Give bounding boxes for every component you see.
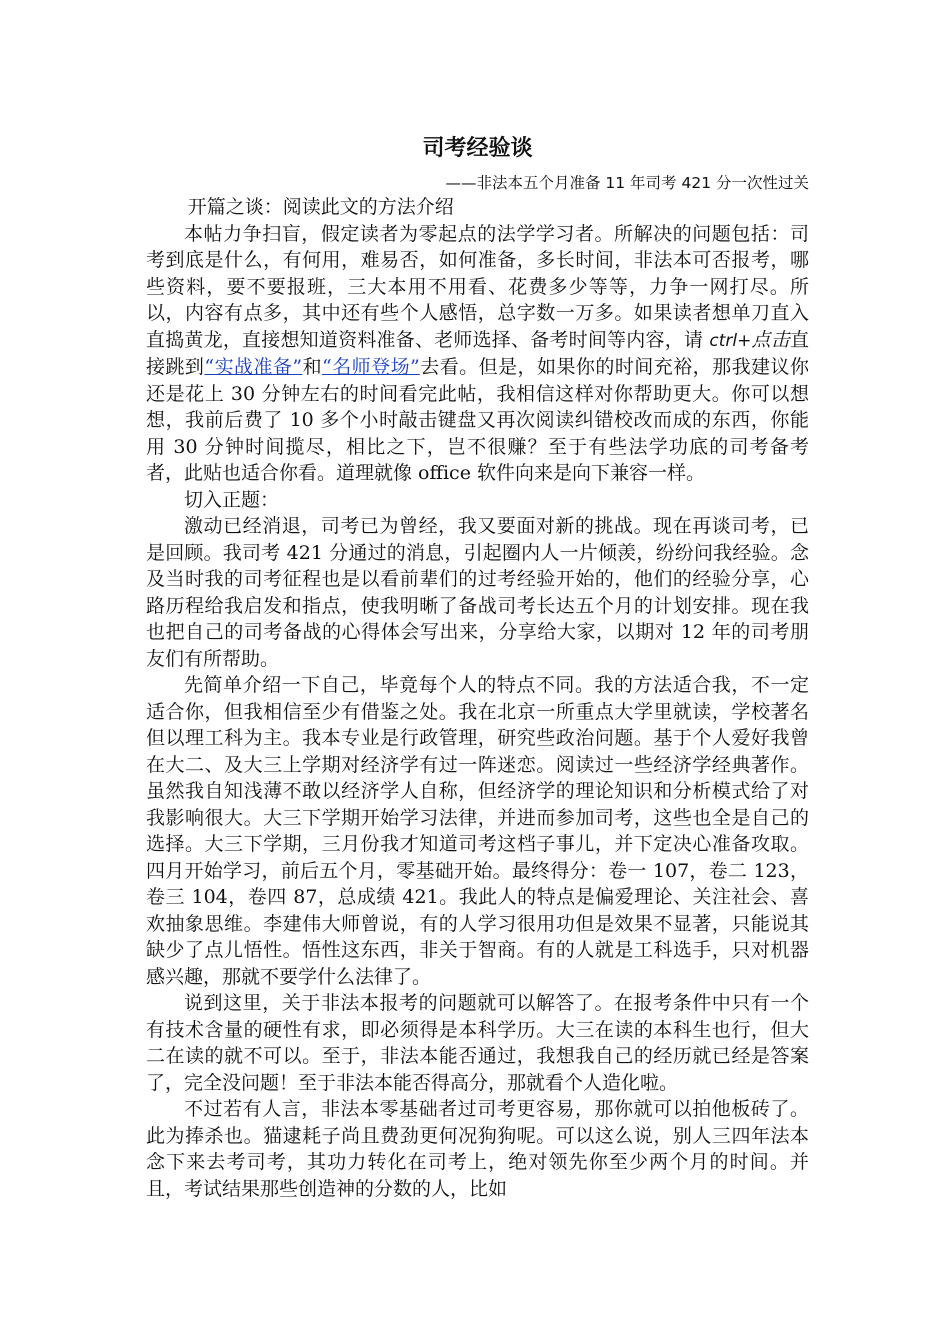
document-page: [146, 128, 809, 1202]
ctrl-key-text: ctrl+: [709, 330, 752, 351]
paragraph-non-law-eligibility: 说到这里，关于非法本报考的问题就可以解答了。在报考条件中只有一个有技术含量的硬性有求，即必须得是本科学历。大三在读的本科生也行，但大二在读的就不可以。至于，非法本能否通过，我想我自己的经历就已经是答案了，完全没问题！至于非法本能否得高分，那就看个人造化啦。: [146, 992, 809, 1094]
document-title: 司考经验谈: [422, 135, 533, 161]
paragraph-intro-and: 和: [302, 356, 323, 378]
paragraph-intro-text-a: 本帖力争扫盲，假定读者为零起点的法学学习者。所解决的问题包括：司考到底是什么，有何用，难易否，如何准备，多长时间，非法本可否报考，哪些资料，要不要报班，三大本用不用看、花费多少等等，力争一网打尽。所以，内容有点多，其中还有些个人感悟，总字数一万多。如果读者想单刀直入直捣黄龙，直接想知道资料准备、老师选择、备考时间等内容，请: [146, 222, 809, 351]
link-famous-teachers[interactable]: “名师登场”: [322, 356, 420, 378]
paragraph-intro-text-b: 直接跳到: [146, 328, 809, 378]
paragraph-intro: [146, 221, 809, 487]
click-text: 点击: [751, 328, 790, 351]
paragraph-difficulty: 不过若有人言，非法本零基础者过司考更容易，那你就可以拍他板砖了。此为捧杀也。猫逮耗子尚且费劲更何况狗狗呢。可以这么说，别人三四年法本念下来去考司考，其功力转化在司考上，绝对领先你至少两个月的时间。并且，考试结果那些创造神的分数的人，比如: [146, 1098, 809, 1200]
document-subtitle: ——非法本五个月准备 11 年司考 421 分一次性过关: [445, 174, 809, 192]
section-heading-main: 切入正题：: [184, 488, 280, 511]
paragraph-retrospect: 激动已经消退，司考已为曾经，我又要面对新的挑战。现在再谈司考，已是回顾。我司考 421 分通过的消息，引起圈内人一片倾羡，纷纷问我经验。念及当时我的司考征程也是以看前辈们的过考经验开始的，他们的经验分享，心路历程给我启发和指点，使我明晰了备战司考长达五个月的计划安排。现在我也把自己的司考备战的心得体会写出来，分享给大家，以期对 12 年的司考朋友们有所帮助。: [146, 515, 809, 670]
paragraph-self-intro: 先简单介绍一下自己，毕竟每个人的特点不同。我的方法适合我，不一定适合你，但我相信至少有借鉴之处。我在北京一所重点大学里就读，学校著名但以理工科为主。我本专业是行政管理，研究些政治问题。基于个人爱好我曾在大二、及大三上学期对经济学有过一阵迷恋。阅读过一些经济学经典著作。虽然我自知浅薄不敢以经济学人自称，但经济学的理论知识和分析模式给了对我影响很大。大三下学期开始学习法律，并进而参加司考，这些也全是自己的选择。大三下学期，三月份我才知道司考这档子事儿，并下定决心准备攻取。四月开始学习，前后五个月，零基础开始。最终得分：卷一 107，卷二 123，卷三 104，卷四 87，总成绩 421。我此人的特点是偏爱理论、关注社会、喜欢抽象思维。李建伟大师曾说，有的人学习很用功但是效果不显著，只能说其缺少了点儿悟性。悟性这东西，非关于智商。有的人就是工科选手，只对机器感兴趣，那就不要学什么法律了。: [146, 674, 809, 988]
link-practical-preparation[interactable]: “实战准备”: [204, 356, 303, 378]
paragraph-intro-text-c: 去看。但是，如果你的时间充裕，那我建议你还是花上 30 分钟左右的时间看完此帖，我相信这样对你帮助更大。你可以想想，我前后费了 10 多个小时敲击键盘又再次阅读纠错校改而成的东西，你能用 30 分钟时间揽尽，相比之下，岂不很赚？至于有些法学功底的司考备考者，此贴也适合你看。道理就像 office 软件向来是向下兼容一样。: [146, 356, 809, 484]
section-heading-intro: 开篇之谈：阅读此文的方法介绍: [187, 196, 454, 218]
